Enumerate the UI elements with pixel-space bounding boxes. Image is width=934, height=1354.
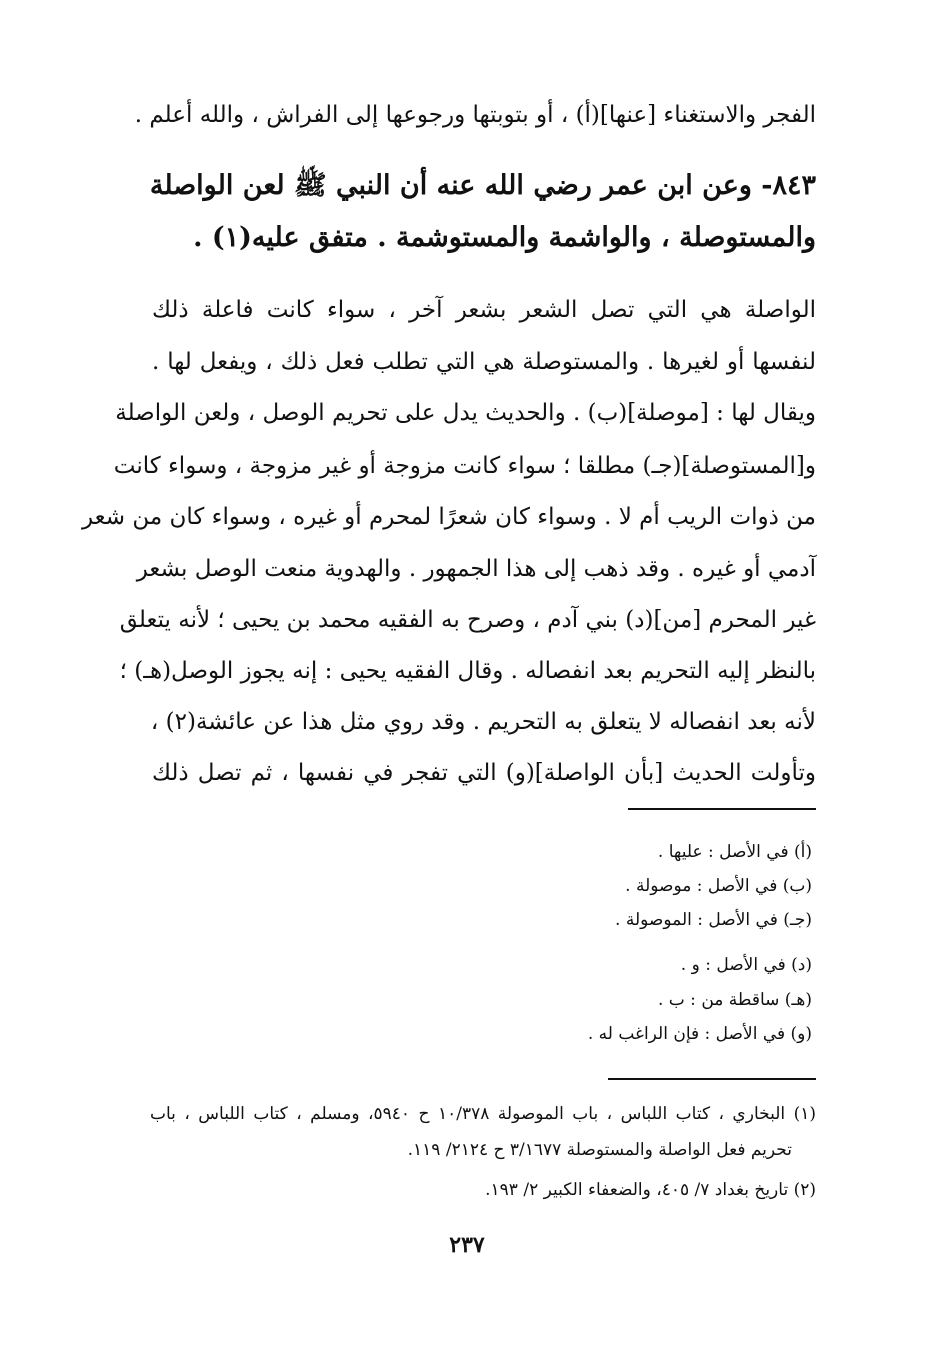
footnote-1-line-2: تحريم فعل الواصلة والمستوصلة ٣/١٦٧٧ ح ٢١٢٤/ ١١٩. — [407, 1140, 792, 1160]
page-number: ٢٣٧ — [449, 1232, 485, 1258]
commentary-line-3: ويقال لها : [موصلة](ب) . والحديث يدل على تحريم الوصل ، ولعن الواصلة — [115, 400, 816, 426]
variant-notes-divider — [628, 808, 816, 810]
commentary-line-4: و[المستوصلة](جـ) مطلقا ؛ سواء كانت مزوجة أو غير مزوجة ، وسواء كانت — [113, 453, 816, 479]
commentary-line-1: الواصلة هي التي تصل الشعر بشعر آخر ، سواء كانت فاعلة ذلك — [152, 297, 816, 323]
variant-note-h: (هـ) ساقطة من : ب . — [657, 990, 812, 1010]
commentary-line-8: بالنظر إليه التحريم بعد انفصاله . وقال الفقيه يحيى : إنه يجوز الوصل(هـ) ؛ — [119, 658, 816, 684]
hadith-line-1: ٨٤٣- وعن ابن عمر رضي الله عنه أن النبي ﷺ لعن الواصلة — [149, 170, 816, 201]
variant-note-d: (د) في الأصل : و . — [680, 955, 812, 975]
commentary-line-2: لنفسها أو لغيرها . والمستوصلة هي التي تطلب فعل ذلك ، ويفعل لها . — [152, 349, 816, 375]
variant-note-w: (و) في الأصل : فإن الراغب له . — [587, 1024, 812, 1044]
intro-line: الفجر والاستغناء [عنها](أ) ، أو بتوبتها ورجوعها إلى الفراش ، والله أعلم . — [134, 102, 816, 128]
footnote-1-line-1: (١) البخاري ، كتاب اللباس ، باب الموصولة ١٠/٣٧٨ ح ٥٩٤٠، ومسلم ، كتاب اللباس ، باب — [150, 1104, 816, 1124]
commentary-line-5: من ذوات الريب أم لا . وسواء كان شعرًا لمحرم أو غيره ، وسواء كان من شعر — [81, 504, 816, 530]
hadith-line-2: والمستوصلة ، والواشمة والمستوشمة . متفق عليه(١) . — [193, 222, 816, 253]
variant-note-a: (أ) في الأصل : عليها . — [657, 842, 812, 862]
commentary-line-9: لأنه بعد انفصاله لا يتعلق به التحريم . وقد روي مثل هذا عن عائشة(٢) ، — [150, 709, 816, 735]
commentary-line-7: غير المحرم [من](د) بني آدم ، وصرح به الفقيه محمد بن يحيى ؛ لأنه يتعلق — [119, 607, 816, 633]
footnote-2: (٢) تاريخ بغداد ٧/ ٤٠٥، والضعفاء الكبير ٢/ ١٩٣. — [485, 1180, 816, 1200]
footnotes-divider — [608, 1078, 816, 1080]
commentary-line-6: آدمي أو غيره . وقد ذهب إلى هذا الجمهور . والهدوية منعت الوصل بشعر — [136, 556, 816, 582]
variant-note-b: (ب) في الأصل : موصولة . — [625, 876, 812, 896]
variant-note-j: (جـ) في الأصل : الموصولة . — [615, 910, 812, 930]
commentary-line-10: وتأولت الحديث [بأن الواصلة](و) التي تفجر في نفسها ، ثم تصل ذلك — [152, 760, 816, 786]
